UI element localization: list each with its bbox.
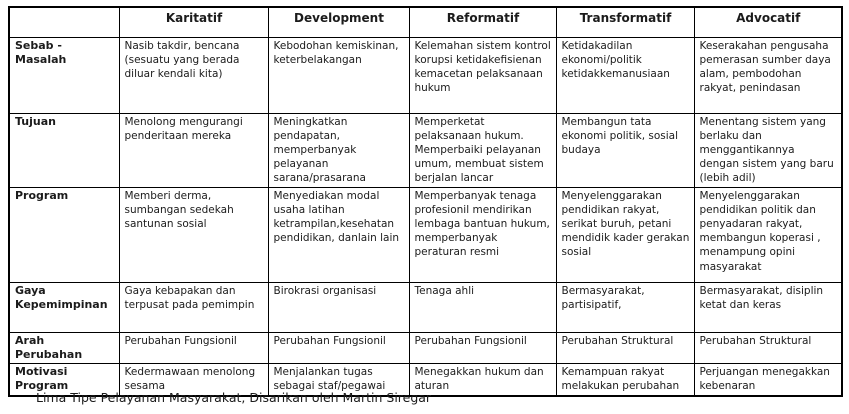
row-label-sebab-masalah: Sebab - Masalah — [9, 37, 119, 113]
table-cell: Ketidakadilan ekonomi/politik ketidakkemanusiaan — [556, 37, 694, 113]
table-row-gaya-kepemimpinan — [9, 282, 842, 332]
column-header-transformatif: Transformatif — [556, 7, 694, 37]
table-cell: Memperketat pelaksanaan hukum. Memperbaiki pelayanan umum, membuat sistem berjalan lancar — [409, 113, 556, 187]
table-cell: Perubahan Struktural — [556, 332, 694, 363]
table-cell: Keserakahan pengusaha pemerasan sumber daya alam, pembodohan rakyat, penindasan — [694, 37, 842, 113]
table-cell: Menentang sistem yang berlaku dan menggantikannya dengan sistem yang baru (lebih adil) — [694, 113, 842, 187]
row-label-program: Program — [9, 187, 119, 282]
table-row-program — [9, 187, 842, 282]
table-cell: Bermasyarakat, disiplin ketat dan keras — [694, 282, 842, 332]
column-header-reformatif: Reformatif — [409, 7, 556, 37]
table-cell: Perubahan Fungsionil — [268, 332, 409, 363]
table-cell: Menegakkan hukum dan aturan — [409, 363, 556, 396]
table-row-tujuan — [9, 113, 842, 187]
community-service-types-table — [8, 6, 843, 397]
table-cell: Bermasyarakat, partisipatif, — [556, 282, 694, 332]
column-header-development: Development — [268, 7, 409, 37]
row-label-tujuan: Tujuan — [9, 113, 119, 187]
table-cell: Memperbanyak tenaga profesionil mendirikan lembaga bantuan hukum, memperbanyak peraturan resmi — [409, 187, 556, 282]
table-cell: Meningkatkan pendapatan, memperbanyak pelayanan sarana/prasarana — [268, 113, 409, 187]
table-cell: Perubahan Fungsionil — [119, 332, 268, 363]
header-row — [9, 7, 842, 37]
table-cell: Kedermawaan menolong sesama — [119, 363, 268, 396]
table-cell: Menjalankan tugas sebagai staf/pegawai — [268, 363, 409, 396]
column-header-karitatif: Karitatif — [119, 7, 268, 37]
table-row-arah-perubahan — [9, 332, 842, 363]
table-cell: Menyediakan modal usaha latihan ketrampilan,kesehatan pendidikan, danlain lain — [268, 187, 409, 282]
table-cell: Gaya kebapakan dan terpusat pada pemimpin — [119, 282, 268, 332]
row-label-motivasi-program: Motivasi Program — [9, 363, 119, 396]
column-header-advocatif: Advocatif — [694, 7, 842, 37]
table-cell: Perubahan Fungsionil — [409, 332, 556, 363]
table-cell: Nasib takdir, bencana (sesuatu yang berada diluar kendali kita) — [119, 37, 268, 113]
table-cell: Kelemahan sistem kontrol korupsi ketidakefisienan kemacetan pelaksanaan hukum — [409, 37, 556, 113]
table-cell: Kemampuan rakyat melakukan perubahan — [556, 363, 694, 396]
table-cell: Membangun tata ekonomi politik, sosial budaya — [556, 113, 694, 187]
table-cell: Birokrasi organisasi — [268, 282, 409, 332]
corner-cell — [9, 7, 119, 37]
table-cell: Memberi derma, sumbangan sedekah santunan sosial — [119, 187, 268, 282]
row-label-arah-perubahan: Arah Perubahan — [9, 332, 119, 363]
table-cell: Perubahan Struktural — [694, 332, 842, 363]
table-row-sebab-masalah — [9, 37, 842, 113]
table-cell: Menyelenggarakan pendidikan rakyat, serikat buruh, petani mendidik kader gerakan sosial — [556, 187, 694, 282]
table-cell: Perjuangan menegakkan kebenaran — [694, 363, 842, 396]
row-label-gaya-kepemimpinan: Gaya Kepemimpinan — [9, 282, 119, 332]
table-caption: Lima Tipe Pelayanan Masyarakat, Disarikan oleh Martin Siregar — [36, 390, 432, 405]
table-cell: Kebodohan kemiskinan, keterbelakangan — [268, 37, 409, 113]
table-cell: Menolong mengurangi penderitaan mereka — [119, 113, 268, 187]
table-cell: Menyelenggarakan pendidikan politik dan penyadaran rakyat, membangun koperasi , menampung opini masyarakat — [694, 187, 842, 282]
table-cell: Tenaga ahli — [409, 282, 556, 332]
